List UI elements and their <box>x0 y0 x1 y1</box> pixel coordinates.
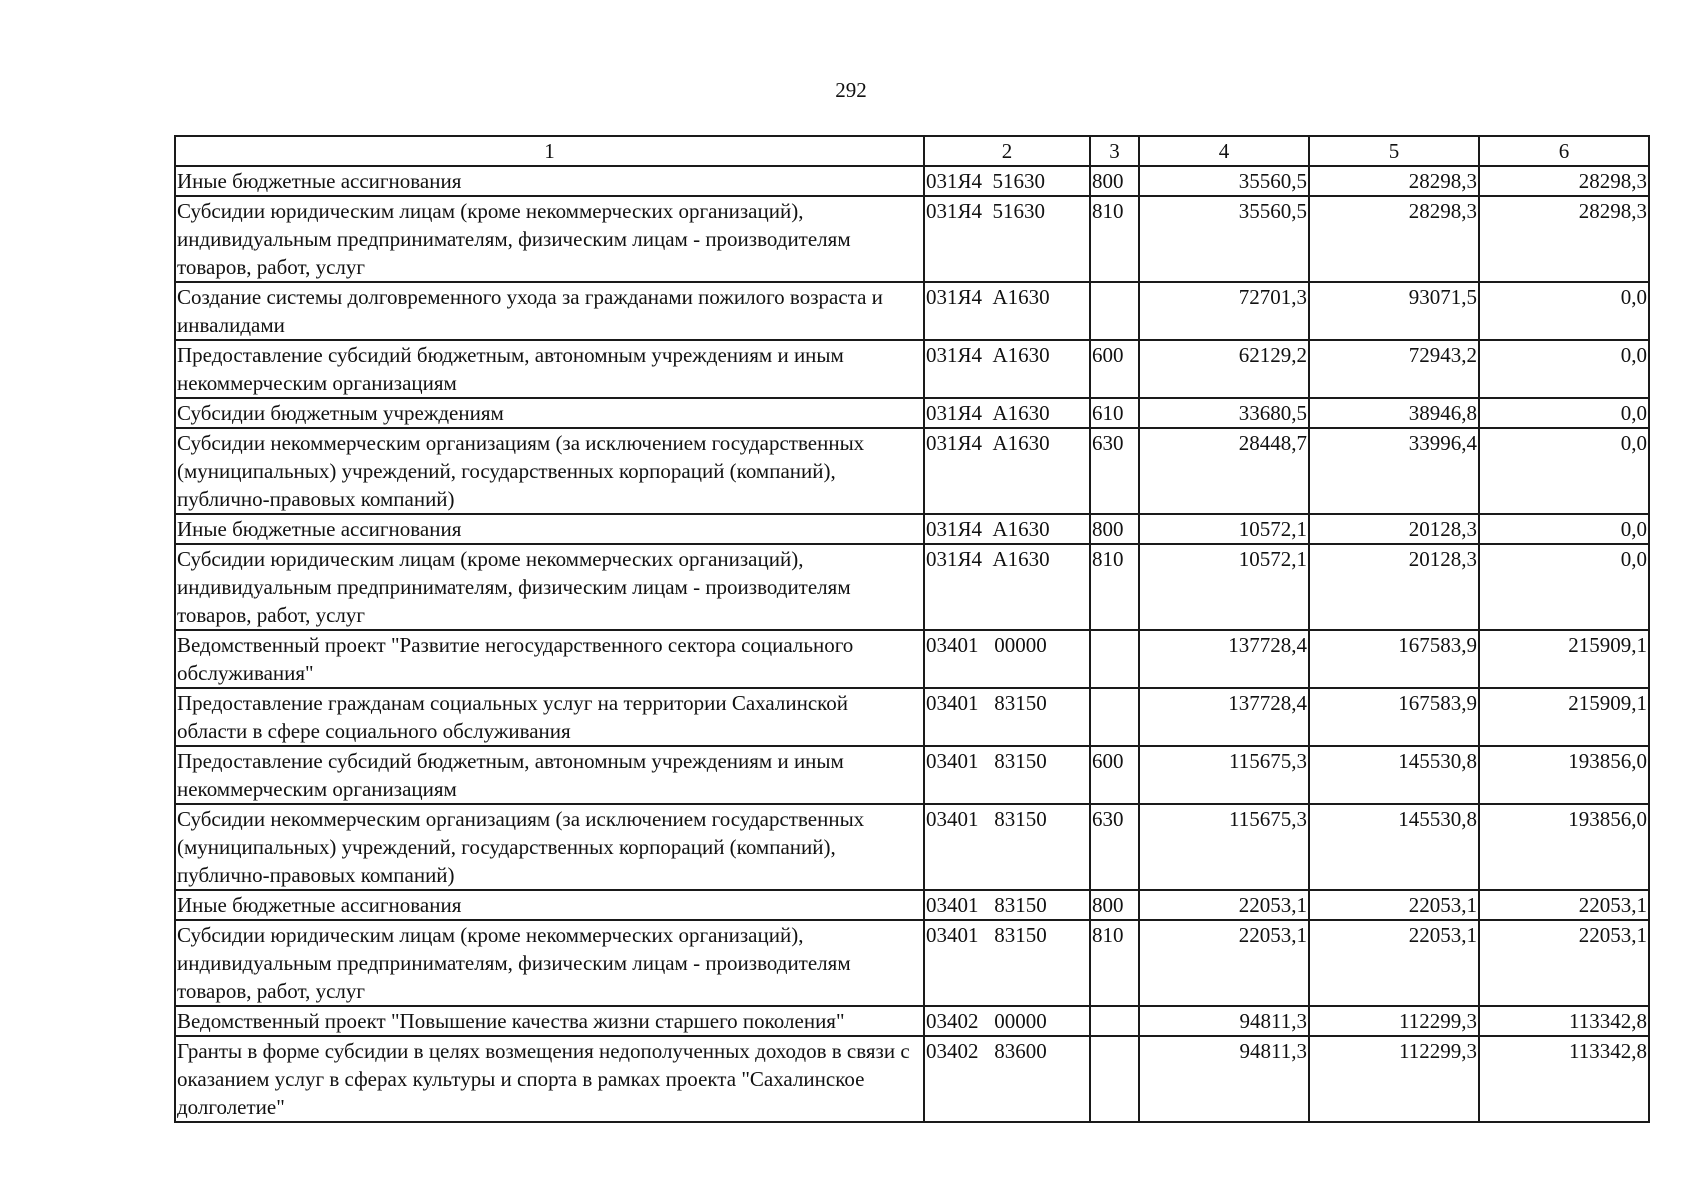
expense-type-code-cell <box>1090 1006 1139 1036</box>
expense-type-code-cell <box>1090 282 1139 340</box>
amount-column-5-cell: 112299,3 <box>1309 1036 1479 1122</box>
row-name-cell: Предоставление гражданам социальных услуг на территории Сахалинской области в сфере социального обслуживания <box>175 688 924 746</box>
amount-column-4-cell: 115675,3 <box>1139 746 1309 804</box>
amount-column-5-cell: 112299,3 <box>1309 1006 1479 1036</box>
target-article-code-cell: 03401 83150 <box>924 890 1090 920</box>
amount-column-6-cell: 215909,1 <box>1479 688 1649 746</box>
target-article-code-cell: 031Я4 А1630 <box>924 514 1090 544</box>
amount-column-5-cell: 72943,2 <box>1309 340 1479 398</box>
amount-column-5-cell: 145530,8 <box>1309 746 1479 804</box>
amount-column-5-cell: 167583,9 <box>1309 630 1479 688</box>
table-row <box>175 804 1649 890</box>
budget-table <box>174 135 1650 1123</box>
table-row <box>175 544 1649 630</box>
row-name-cell: Создание системы долговременного ухода за гражданами пожилого возраста и инвалидами <box>175 282 924 340</box>
target-article-code-cell: 031Я4 51630 <box>924 196 1090 282</box>
table-row <box>175 1006 1649 1036</box>
expense-type-code-cell: 600 <box>1090 340 1139 398</box>
expense-type-code-cell: 800 <box>1090 890 1139 920</box>
amount-column-6-cell: 22053,1 <box>1479 890 1649 920</box>
expense-type-code-cell: 630 <box>1090 804 1139 890</box>
column-header-2: 2 <box>924 136 1090 166</box>
target-article-code-cell: 031Я4 А1630 <box>924 428 1090 514</box>
row-name-cell: Субсидии юридическим лицам (кроме некоммерческих организаций), индивидуальным предпринимателям, физическим лицам - производителям товаров, работ, услуг <box>175 196 924 282</box>
amount-column-4-cell: 35560,5 <box>1139 166 1309 196</box>
amount-column-5-cell: 22053,1 <box>1309 920 1479 1006</box>
expense-type-code-cell <box>1090 688 1139 746</box>
amount-column-6-cell: 193856,0 <box>1479 804 1649 890</box>
target-article-code-cell: 03402 00000 <box>924 1006 1090 1036</box>
expense-type-code-cell <box>1090 630 1139 688</box>
expense-type-code-cell <box>1090 1036 1139 1122</box>
table-row <box>175 514 1649 544</box>
expense-type-code-cell: 810 <box>1090 196 1139 282</box>
amount-column-4-cell: 35560,5 <box>1139 196 1309 282</box>
amount-column-5-cell: 28298,3 <box>1309 196 1479 282</box>
amount-column-5-cell: 93071,5 <box>1309 282 1479 340</box>
row-name-cell: Ведомственный проект "Развитие негосударственного сектора социального обслуживания" <box>175 630 924 688</box>
target-article-code-cell: 03401 83150 <box>924 746 1090 804</box>
column-header-3: 3 <box>1090 136 1139 166</box>
expense-type-code-cell: 800 <box>1090 166 1139 196</box>
amount-column-5-cell: 20128,3 <box>1309 514 1479 544</box>
table-row <box>175 688 1649 746</box>
row-name-cell: Иные бюджетные ассигнования <box>175 890 924 920</box>
target-article-code-cell: 031Я4 А1630 <box>924 340 1090 398</box>
table-row <box>175 746 1649 804</box>
amount-column-6-cell: 0,0 <box>1479 340 1649 398</box>
amount-column-4-cell: 137728,4 <box>1139 630 1309 688</box>
row-name-cell: Субсидии некоммерческим организациям (за исключением государственных (муниципальных) учреждений, государственных корпораций (компаний), публично-правовых компаний) <box>175 804 924 890</box>
amount-column-6-cell: 22053,1 <box>1479 920 1649 1006</box>
amount-column-4-cell: 62129,2 <box>1139 340 1309 398</box>
target-article-code-cell: 03402 83600 <box>924 1036 1090 1122</box>
row-name-cell: Предоставление субсидий бюджетным, автономным учреждениям и иным некоммерческим организациям <box>175 340 924 398</box>
row-name-cell: Субсидии юридическим лицам (кроме некоммерческих организаций), индивидуальным предпринимателям, физическим лицам - производителям товаров, работ, услуг <box>175 920 924 1006</box>
amount-column-6-cell: 0,0 <box>1479 514 1649 544</box>
amount-column-6-cell: 0,0 <box>1479 544 1649 630</box>
table-body <box>175 166 1649 1122</box>
amount-column-5-cell: 145530,8 <box>1309 804 1479 890</box>
amount-column-4-cell: 33680,5 <box>1139 398 1309 428</box>
amount-column-4-cell: 10572,1 <box>1139 544 1309 630</box>
table-row <box>175 630 1649 688</box>
row-name-cell: Субсидии бюджетным учреждениям <box>175 398 924 428</box>
amount-column-6-cell: 0,0 <box>1479 428 1649 514</box>
target-article-code-cell: 031Я4 51630 <box>924 166 1090 196</box>
amount-column-6-cell: 113342,8 <box>1479 1006 1649 1036</box>
amount-column-6-cell: 28298,3 <box>1479 166 1649 196</box>
expense-type-code-cell: 630 <box>1090 428 1139 514</box>
amount-column-5-cell: 167583,9 <box>1309 688 1479 746</box>
row-name-cell: Иные бюджетные ассигнования <box>175 514 924 544</box>
amount-column-6-cell: 215909,1 <box>1479 630 1649 688</box>
amount-column-6-cell: 0,0 <box>1479 398 1649 428</box>
expense-type-code-cell: 810 <box>1090 920 1139 1006</box>
table-row <box>175 890 1649 920</box>
target-article-code-cell: 03401 83150 <box>924 920 1090 1006</box>
target-article-code-cell: 031Я4 А1630 <box>924 398 1090 428</box>
amount-column-4-cell: 72701,3 <box>1139 282 1309 340</box>
table-row <box>175 1036 1649 1122</box>
expense-type-code-cell: 600 <box>1090 746 1139 804</box>
row-name-cell: Иные бюджетные ассигнования <box>175 166 924 196</box>
column-header-5: 5 <box>1309 136 1479 166</box>
row-name-cell: Предоставление субсидий бюджетным, автономным учреждениям и иным некоммерческим организациям <box>175 746 924 804</box>
amount-column-4-cell: 28448,7 <box>1139 428 1309 514</box>
target-article-code-cell: 03401 00000 <box>924 630 1090 688</box>
expense-type-code-cell: 610 <box>1090 398 1139 428</box>
row-name-cell: Ведомственный проект "Повышение качества жизни старшего поколения" <box>175 1006 924 1036</box>
target-article-code-cell: 031Я4 А1630 <box>924 544 1090 630</box>
column-header-6: 6 <box>1479 136 1649 166</box>
amount-column-4-cell: 22053,1 <box>1139 920 1309 1006</box>
target-article-code-cell: 03401 83150 <box>924 804 1090 890</box>
target-article-code-cell: 03401 83150 <box>924 688 1090 746</box>
amount-column-4-cell: 10572,1 <box>1139 514 1309 544</box>
amount-column-6-cell: 0,0 <box>1479 282 1649 340</box>
amount-column-4-cell: 22053,1 <box>1139 890 1309 920</box>
column-header-1: 1 <box>175 136 924 166</box>
amount-column-5-cell: 38946,8 <box>1309 398 1479 428</box>
table-row <box>175 282 1649 340</box>
header-row <box>175 136 1649 166</box>
amount-column-4-cell: 94811,3 <box>1139 1006 1309 1036</box>
amount-column-5-cell: 20128,3 <box>1309 544 1479 630</box>
amount-column-4-cell: 115675,3 <box>1139 804 1309 890</box>
row-name-cell: Субсидии некоммерческим организациям (за исключением государственных (муниципальных) учреждений, государственных корпораций (компаний), публично-правовых компаний) <box>175 428 924 514</box>
table-row <box>175 398 1649 428</box>
expense-type-code-cell: 810 <box>1090 544 1139 630</box>
amount-column-6-cell: 28298,3 <box>1479 196 1649 282</box>
amount-column-4-cell: 137728,4 <box>1139 688 1309 746</box>
table-row <box>175 340 1649 398</box>
amount-column-6-cell: 113342,8 <box>1479 1036 1649 1122</box>
table-row <box>175 428 1649 514</box>
table-row <box>175 166 1649 196</box>
amount-column-5-cell: 22053,1 <box>1309 890 1479 920</box>
expense-type-code-cell: 800 <box>1090 514 1139 544</box>
target-article-code-cell: 031Я4 А1630 <box>924 282 1090 340</box>
amount-column-4-cell: 94811,3 <box>1139 1036 1309 1122</box>
row-name-cell: Субсидии юридическим лицам (кроме некоммерческих организаций), индивидуальным предпринимателям, физическим лицам - производителям товаров, работ, услуг <box>175 544 924 630</box>
column-header-4: 4 <box>1139 136 1309 166</box>
amount-column-5-cell: 33996,4 <box>1309 428 1479 514</box>
table-row <box>175 920 1649 1006</box>
amount-column-5-cell: 28298,3 <box>1309 166 1479 196</box>
page-number: 292 <box>835 78 867 102</box>
amount-column-6-cell: 193856,0 <box>1479 746 1649 804</box>
row-name-cell: Гранты в форме субсидии в целях возмещения недополученных доходов в связи с оказанием услуг в сферах культуры и спорта в рамках проекта "Сахалинское долголетие" <box>175 1036 924 1122</box>
table-row <box>175 196 1649 282</box>
